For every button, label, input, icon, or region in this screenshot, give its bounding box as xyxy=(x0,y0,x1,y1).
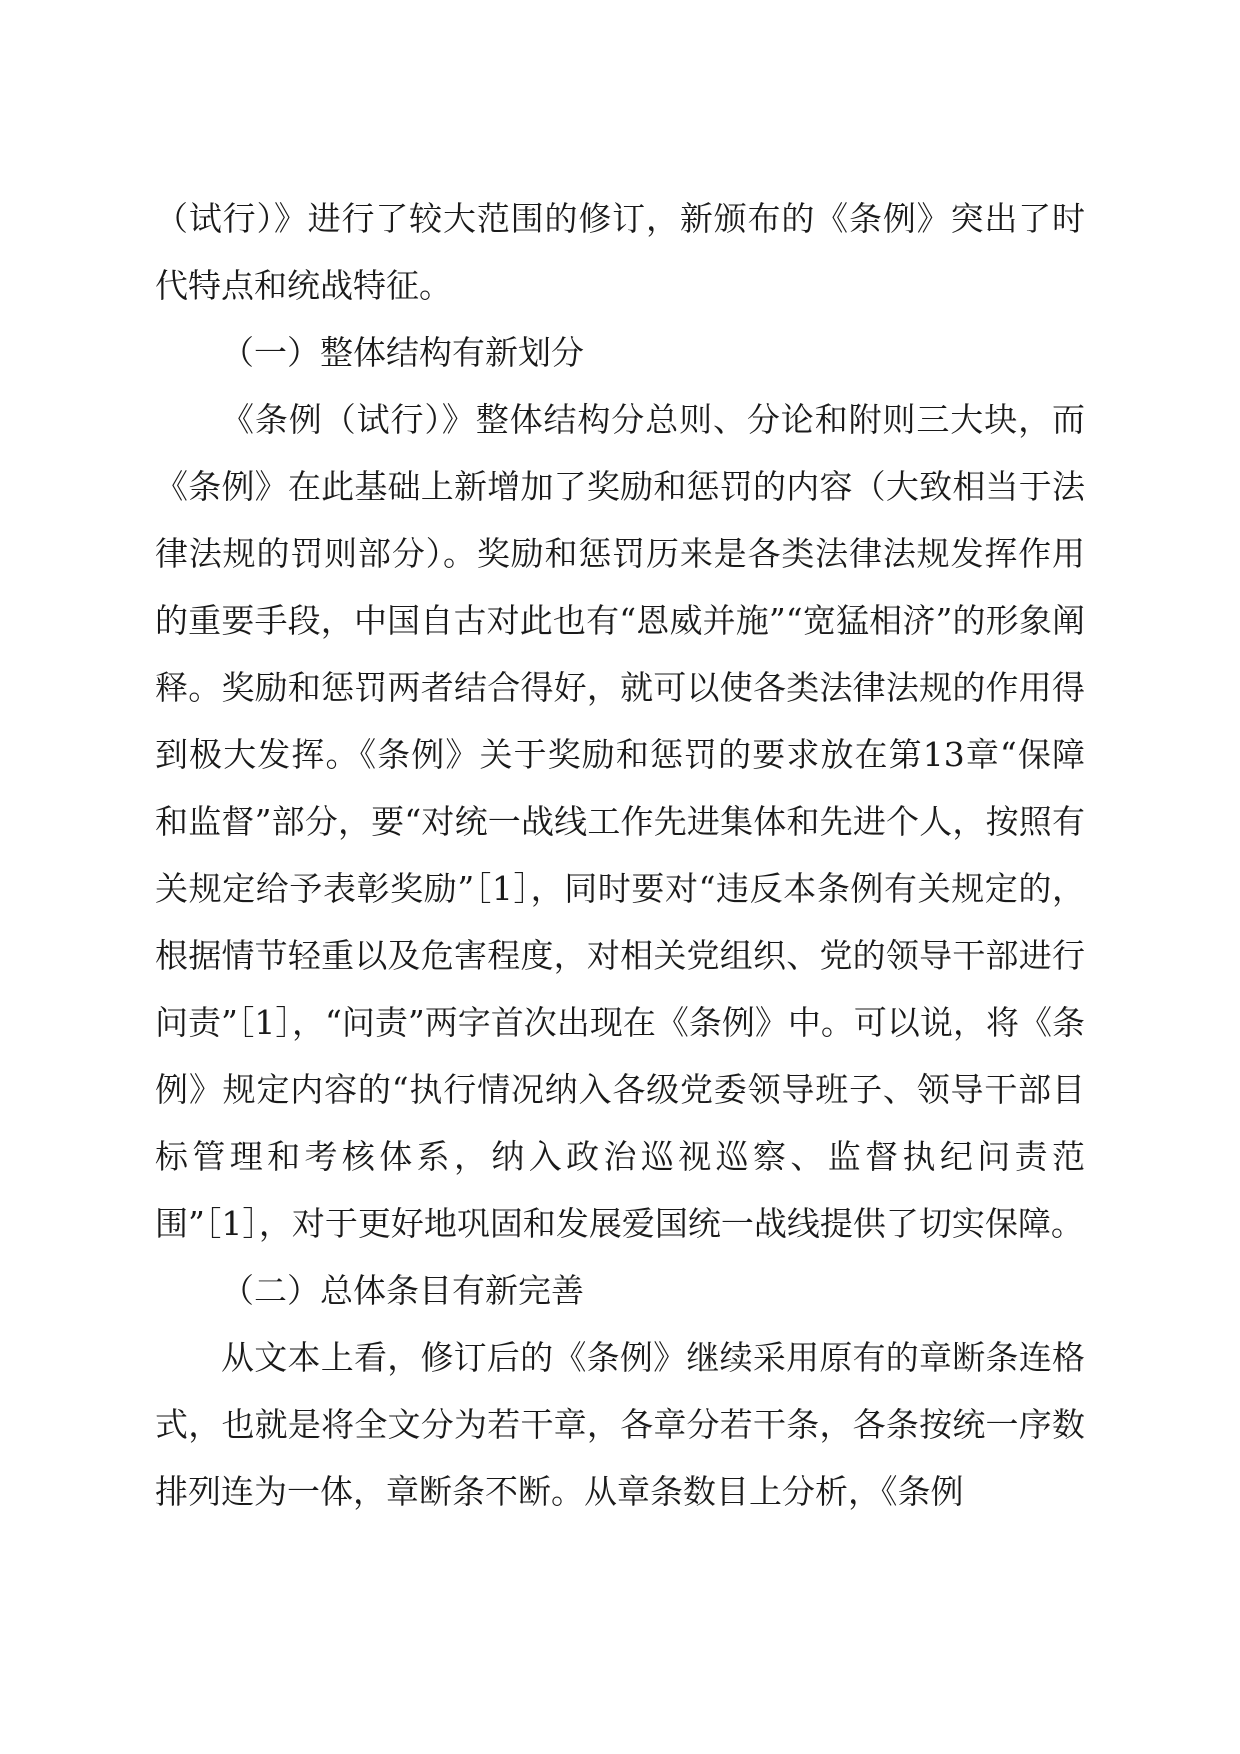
document-page xyxy=(155,185,1085,1525)
section-heading-1: （一）整体结构有新划分 xyxy=(221,333,584,372)
paragraph-body: 从文本上看，修订后的《条例》继续采用原有的章断条连格式，也就是将全文分为若干章，各章分若干条，各条按统一序数排列连为一体，章断条不断。从章条数目上分析，《条例 xyxy=(155,1338,1085,1511)
paragraph-continuation: （试行）》进行了较大范围的修订，新颁布的《条例》突出了时代特点和统战特征。 xyxy=(155,199,1085,305)
paragraph-body: 《条例（试行）》整体结构分总则、分论和附则三大块，而《条例》在此基础上新增加了奖励和惩罚的内容（大致相当于法律法规的罚则部分）。奖励和惩罚历来是各类法律法规发挥作用的重要手段，中国自古对此也有“恩威并施”“宽猛相济”的形象阐释。奖励和惩罚两者结合得好，就可以使各类法律法规的作用得到极大发挥。《条例》关于奖励和惩罚的要求放在第13章“保障和监督”部分，要“对统一战线工作先进集体和先进个人，按照有关规定给予表彰奖励”［1］，同时要对“违反本条例有关规定的，根据情节轻重以及危害程度，对相关党组织、党的领导干部进行问责”［1］，“问责”两字首次出现在《条例》中。可以说，将《条例》规定内容的“执行情况纳入各级党委领导班子、领导干部目标管理和考核体系，纳入政治巡视巡察、监督执纪问责范围”［1］，对于更好地巩固和发展爱国统一战线提供了切实保障。 xyxy=(155,400,1085,1243)
section-heading-2: （二）总体条目有新完善 xyxy=(221,1271,584,1310)
